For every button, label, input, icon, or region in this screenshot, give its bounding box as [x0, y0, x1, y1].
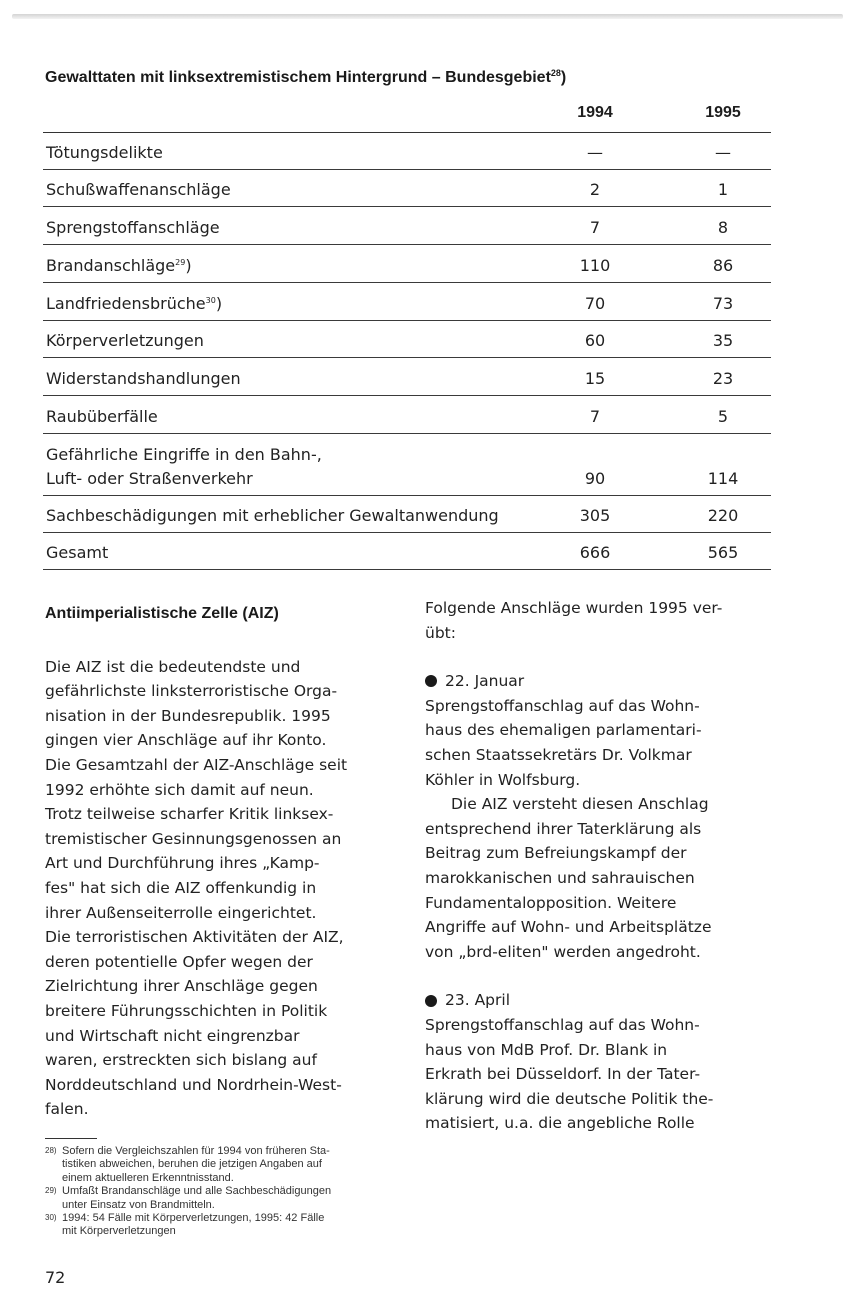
- row-value-1995: 8: [717, 218, 729, 237]
- event-date-row: [425, 988, 775, 1013]
- row-label: Sprengstoffanschläge: [46, 218, 220, 237]
- footnote: [45, 1145, 395, 1185]
- row-value-1994: 90: [584, 469, 606, 488]
- row-value-1994: 2: [589, 180, 601, 199]
- table-row: [43, 245, 771, 283]
- row-value-1994: 305: [579, 506, 611, 525]
- footnote-divider: [45, 1138, 97, 1139]
- row-label: Landfriedensbrüche$^{30}$): [46, 294, 223, 313]
- row-value-1994: —: [587, 143, 603, 162]
- footnote-marker: 28): [45, 1146, 57, 1155]
- scan-edge-shadow: [12, 14, 843, 19]
- table-title-paren: ): [560, 69, 567, 86]
- footnote-text: Umfaßt Brandanschläge und alle Sachbeschädigungen unter Einsatz von Brandmitteln.: [62, 1185, 332, 1211]
- row-value-1994: 7: [589, 407, 601, 426]
- table-row: [43, 283, 771, 321]
- row-value-1994: 60: [584, 331, 606, 350]
- row-value-1995: 220: [707, 506, 739, 525]
- event-description: Sprengstoffanschlag auf das Wohn- haus von MdB Prof. Dr. Blank in Erkrath bei Düsseldorf. In der Tater- klärung wird die deutsche Politik the- matisiert, u.a. die angebliche Rolle: [425, 1015, 714, 1133]
- table-row: [43, 207, 771, 245]
- table-header-row: [43, 102, 771, 133]
- row-label: Schußwaffenanschläge: [46, 180, 231, 199]
- row-label-text: Brandanschläge: [46, 256, 176, 275]
- row-value-1995: 5: [717, 407, 729, 426]
- table-row: [43, 170, 771, 207]
- right-text-column: [425, 596, 775, 1136]
- table-title: [45, 68, 566, 87]
- row-label: [46, 443, 322, 491]
- row-label: Raubüberfälle: [46, 407, 158, 426]
- table-row: [43, 434, 771, 496]
- table-row: [43, 396, 771, 434]
- row-value-1995: 86: [712, 256, 734, 275]
- row-footnote-ref: 30: [205, 296, 216, 305]
- bullet-icon: [425, 675, 437, 687]
- row-label: Widerstandshandlungen: [46, 369, 241, 388]
- page-number: 72: [45, 1268, 66, 1287]
- event-date: 23. April: [445, 991, 511, 1010]
- row-value-1994: 7: [589, 218, 601, 237]
- row-value-1995: 114: [707, 469, 739, 488]
- footnote: [45, 1185, 395, 1212]
- table-row-total: [43, 533, 771, 570]
- footnote-text: 1994: 54 Fälle mit Körperverletzungen, 1995: 42 Fälle mit Körperverletzungen: [62, 1212, 325, 1238]
- row-value-1994: 110: [579, 256, 611, 275]
- event-followup-paragraph: Die AIZ versteht diesen Anschlag entsprechend ihrer Taterklärung als Beitrag zum Befreiungskampf der marokkanischen und sahrauischen Fundamentalopposition. Weitere Angriffe auf Wohn- und Arbeitsplätze von „brd-eliten" werden angedroht.: [425, 795, 712, 961]
- row-value-1994: 70: [584, 294, 606, 313]
- row-value-1995: 1: [717, 180, 729, 199]
- row-value-1995: 23: [712, 369, 734, 388]
- row-label: Körperverletzungen: [46, 331, 204, 350]
- row-value-1995: 35: [712, 331, 734, 350]
- left-text-column: [45, 596, 395, 1146]
- footnotes: [45, 1145, 395, 1239]
- row-label-line-1: Gefährliche Eingriffe in den Bahn-,: [46, 445, 322, 464]
- table-row: [43, 496, 771, 533]
- event-date: 22. Januar: [445, 672, 525, 691]
- header-year-1995: 1995: [705, 104, 741, 121]
- row-label: Gesamt: [46, 543, 109, 562]
- table-title-footnote-ref: 28: [550, 68, 561, 78]
- row-label: Brandanschläge$^{29}$): [46, 256, 192, 275]
- event-description: Sprengstoffanschlag auf das Wohn- haus des ehemaligen parlamentari- schen Staatssekretärs Dr. Volkmar Köhler in Wolfsburg.: [425, 696, 702, 789]
- footnote-marker: 29): [45, 1186, 57, 1196]
- row-label-text: Landfriedensbrüche: [46, 294, 206, 313]
- row-label-line-2: Luft- oder Straßenverkehr: [46, 469, 253, 488]
- events-intro: Folgende Anschläge wurden 1995 ver- übt:: [425, 599, 723, 642]
- footnote-text: Sofern die Vergleichszahlen für 1994 von früheren Sta- tistiken abweichen, beruhen die jetzigen Angaben auf einem aktuelleren Erkenntnisstand.: [62, 1145, 330, 1184]
- section-heading: Antiimperialistische Zelle (AIZ): [45, 605, 279, 622]
- row-label: Tötungsdelikte: [46, 143, 163, 162]
- row-value-1995: —: [715, 143, 731, 162]
- row-value-1995: 73: [712, 294, 734, 313]
- table-row: [43, 133, 771, 170]
- row-footnote-ref: 29: [175, 258, 186, 267]
- row-label: Sachbeschädigungen mit erheblicher Gewaltanwendung: [46, 506, 499, 525]
- row-value-1994: 666: [579, 543, 611, 562]
- statistics-table: [43, 102, 771, 570]
- row-value-1994: 15: [584, 369, 606, 388]
- table-row: [43, 358, 771, 396]
- header-year-1994: 1994: [577, 104, 613, 121]
- body-paragraph: Die AIZ ist die bedeutendste und gefährlichste linksterroristische Orga- nisation in der Bundesrepublik. 1995 gingen vier Anschläge auf ihr Konto. Die Gesamtzahl der AIZ-Anschläge seit 1992 erhöhte sich damit auf neun. Trotz teilweise scharfer Kritik linksex- tremistischer Gesinnungsgenossen an Art und Durchführung ihres „Kamp- fes" hat sich die AIZ offenkundig in ihrer Außenseiterrolle eingerichtet. Die terroristischen Aktivitäten der AIZ, deren potentielle Opfer wegen der Zielrichtung ihrer Anschläge gegen breitere Führungsschichten in Politik und Wirtschaft nicht eingrenzbar waren, erstreckten sich bislang auf Norddeutschland und Nordrhein-West- falen.: [45, 657, 348, 1119]
- table-row: [43, 321, 771, 358]
- footnote: [45, 1212, 395, 1239]
- row-value-1995: 565: [707, 543, 739, 562]
- table-title-text: Gewalttaten mit linksextremistischem Hintergrund – Bundesgebiet: [45, 69, 551, 86]
- event-date-row: [425, 669, 775, 694]
- footnote-marker: 30): [45, 1213, 57, 1223]
- bullet-icon: [425, 995, 437, 1007]
